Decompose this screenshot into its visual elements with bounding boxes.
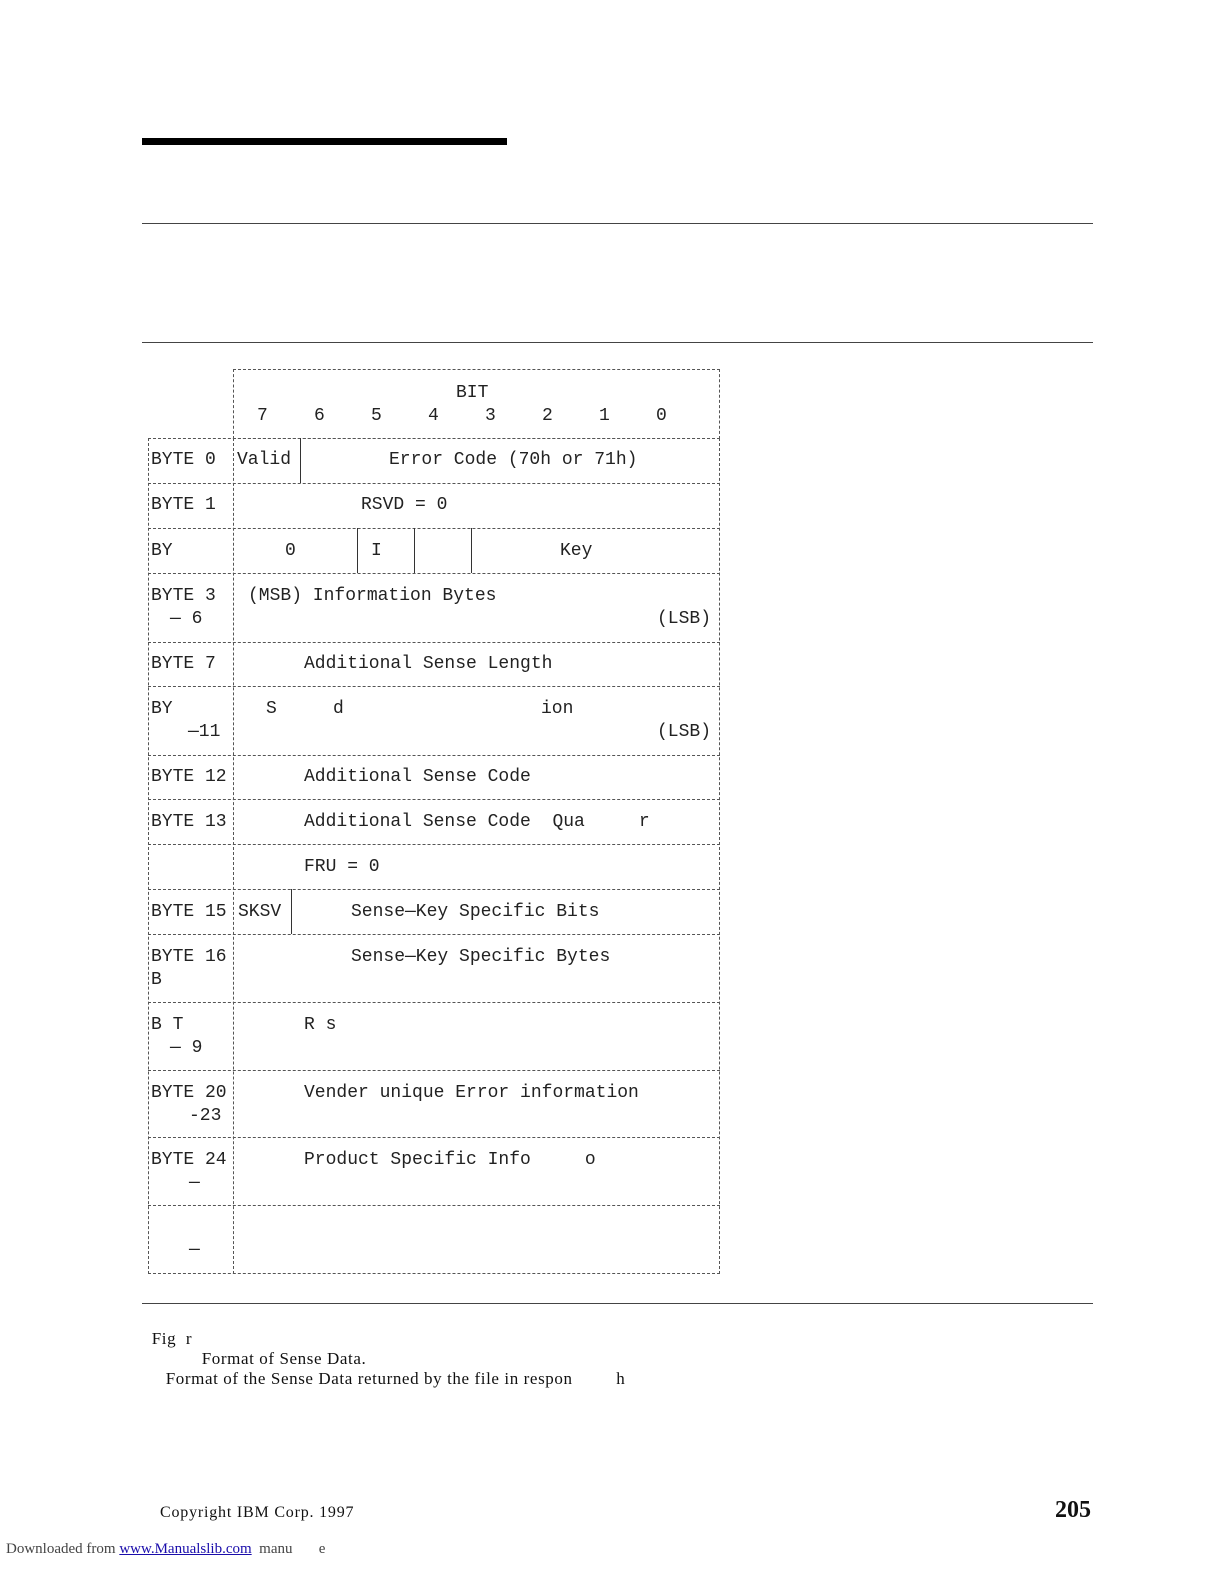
lsb-marker: (LSB) [657,722,712,742]
row-divider [148,573,720,574]
bit-header-box [233,369,720,439]
byte-label: B T [151,1015,184,1035]
label-column-divider [233,438,234,1274]
additional-sense-code-field: Additional Sense Code [304,767,531,787]
manualslib-link[interactable]: www.Manualslib.com [119,1541,252,1557]
zero-field: 0 [285,541,296,561]
lsb-marker: (LSB) [657,609,712,629]
information-bytes-field: (MSB) Information Bytes [248,586,497,606]
sense-key-specific-bits-field: Sense—Key Specific Bits [351,902,600,922]
row-divider [148,799,720,800]
row-divider [148,1070,720,1071]
field-divider [300,438,301,483]
byte-label-range: — [189,1173,200,1193]
byte-label: BYTE 3 [151,586,216,606]
byte-label: BYTE 16 [151,947,227,967]
error-code-field: Error Code (70h or 71h) [389,450,638,470]
field-divider [414,528,415,573]
byte-label: BYTE 15 [151,902,227,922]
command-specific-fragment: S [266,699,277,719]
byte-label: BY [151,699,173,719]
caption-body: Format of the Sense Data returned by the file in respon h [165,1369,626,1388]
byte-label: BYTE 7 [151,654,216,674]
sense-key-specific-bytes-field: Sense—Key Specific Bytes [351,947,611,967]
download-suffix: manu e [251,1541,326,1557]
byte-label-range: -23 [189,1106,222,1126]
byte-label-range: —11 [188,722,221,742]
byte-label: BY [151,541,173,561]
field-divider [357,528,358,573]
field-divider [291,889,292,934]
byte-label-range: — [189,1240,200,1260]
command-specific-fragment: ion [541,699,574,719]
reserved-fragment: R s [304,1015,337,1035]
fru-field: FRU = 0 [304,857,380,877]
valid-field: Valid [237,450,292,470]
bit-6: 6 [314,406,325,426]
ili-field: I [371,541,382,561]
byte-label-range: B [151,970,162,990]
byte-label: BYTE 12 [151,767,227,787]
additional-sense-length-field: Additional Sense Length [304,654,553,674]
figure-caption [142,1309,625,1389]
bit-7: 7 [257,406,268,426]
row-divider [148,844,720,845]
row-divider [148,1137,720,1138]
copyright-notice: Copyright IBM Corp. 1997 [160,1504,355,1521]
bit-3: 3 [485,406,496,426]
sense-key-field: Key [560,541,593,561]
field-divider [471,528,472,573]
row-divider [148,528,720,529]
row-divider [148,1205,720,1206]
bit-0: 0 [656,406,667,426]
row-divider [148,934,720,935]
sksv-field: SKSV [238,902,282,922]
vendor-unique-error-field: Vender unique Error information [304,1083,639,1103]
reserved-field: RSVD = 0 [361,495,448,515]
download-prefix: Downloaded from [6,1541,120,1557]
rule-caption [142,1303,1093,1304]
bit-4: 4 [428,406,439,426]
byte-label: BYTE 1 [151,495,216,515]
command-specific-fragment: d [333,699,344,719]
byte-label-range: — 6 [170,609,203,629]
additional-sense-code-qualifier-field: Additional Sense Code Qua r [304,812,650,832]
product-specific-info-field: Product Specific Info o [304,1150,596,1170]
bit-5: 5 [371,406,382,426]
byte-label: BYTE 20 [151,1083,227,1103]
byte-label: BYTE 13 [151,812,227,832]
row-divider [148,889,720,890]
byte-label: BYTE 0 [151,450,216,470]
download-notice [6,1541,325,1558]
row-divider [148,755,720,756]
page-number: 205 [1055,1497,1091,1523]
row-divider [148,642,720,643]
bit-2: 2 [542,406,553,426]
caption-title: Format of Sense Data. [201,1349,367,1368]
caption-prefix: Fig r [151,1329,193,1348]
bit-1: 1 [599,406,610,426]
bit-header: BIT [456,383,489,403]
row-divider [148,483,720,484]
row-divider [148,1002,720,1003]
row-divider [148,686,720,687]
byte-label-range: — 9 [170,1038,203,1058]
byte-label: BYTE 24 [151,1150,227,1170]
